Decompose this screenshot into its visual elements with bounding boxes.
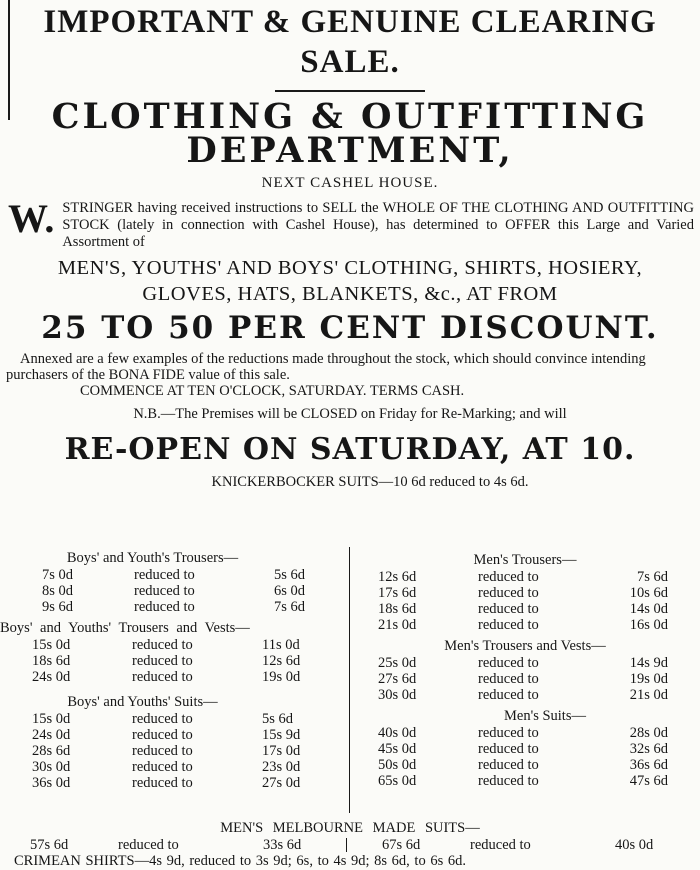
table-row: 36s 0d reduced to 27s 0d: [32, 775, 301, 791]
discount-headline: 25 TO 50 PER CENT DISCOUNT.: [41, 310, 659, 346]
price-table-mens-suits: [378, 725, 668, 789]
left-column: [0, 547, 345, 791]
location-line: NEXT CASHEL HOUSE.: [261, 175, 439, 191]
divider-rule: [275, 90, 425, 92]
section-title-boys-trousers-vests: Boys' and Youths' Trousers and Vests—: [0, 620, 250, 636]
crimean-shirts-line: CRIMEAN SHIRTS—4s 9d, reduced to 3s 9d; 6s, to 4s 9d; 8s 6d, to 6s 6d.: [14, 853, 466, 869]
price-columns: [0, 547, 700, 827]
melbourne-divider: [346, 838, 347, 852]
table-row: 30s 0d reduced to 21s 0d: [378, 687, 668, 703]
department-line1: CLOTHING & OUTFITTING: [51, 96, 649, 137]
table-row: 25s 0d reduced to 14s 9d: [378, 655, 668, 671]
table-row: 27s 6d reduced to 19s 0d: [378, 671, 668, 687]
intro-paragraph: [8, 196, 694, 251]
right-column: [360, 547, 690, 789]
table-row: 24s 0d reduced to 19s 0d: [32, 669, 301, 685]
table-row: 21s 0d reduced to 16s 0d: [378, 617, 668, 633]
price-table-boys-suits: [32, 711, 300, 791]
table-row: 8s 0d reduced to 6s 0d: [42, 583, 306, 599]
nb-line: N.B.—The Premises will be CLOSED on Friday for Re-Marking; and will: [133, 406, 567, 422]
reopen-headline: RE-OPEN ON SATURDAY, AT 10.: [64, 432, 636, 467]
department-line2: DEPARTMENT,: [186, 130, 514, 171]
goods-line2: GLOVES, HATS, BLANKETS, &c., AT FROM: [142, 283, 558, 305]
table-row: 9s 6d reduced to 7s 6d: [42, 599, 306, 615]
table-row: 40s 0d reduced to 28s 0d: [378, 725, 668, 741]
intro-text: STRINGER having received instructions to SELL the WHOLE OF THE CLOTHING AND OUTFITTING STOCK (lately in connection with Cashel House), has determined to OFFER this Large and Varied Assortment of: [62, 200, 694, 250]
commence-line: COMMENCE AT TEN O'CLOCK, SATURDAY. TERMS CASH.: [80, 383, 465, 399]
table-row: 24s 0d reduced to 15s 9d: [32, 727, 301, 743]
section-title-mens-trousers: Men's Trousers—: [473, 552, 577, 568]
section-title-mens-trousers-vests: Men's Trousers and Vests—: [444, 638, 606, 654]
melbourne-row-left: 57s 6d reduced to 33s 6d: [30, 837, 302, 853]
table-row: 7s 0d reduced to 5s 6d: [42, 567, 306, 583]
price-table-boys-trousers: [42, 567, 305, 615]
table-row: 15s 0d reduced to 11s 0d: [32, 637, 300, 653]
table-row: 65s 0d reduced to 47s 6d: [378, 773, 668, 789]
goods-line1: MEN'S, YOUTHS' AND BOYS' CLOTHING, SHIRTS, HOSIERY,: [57, 257, 643, 279]
headline-line2: SALE.: [300, 44, 400, 80]
price-table-mens-trousers: [378, 569, 668, 633]
price-table-mens-trousers-vests: [378, 655, 668, 703]
knickerbocker-line: KNICKERBOCKER SUITS—10 6d reduced to 4s 6d.: [211, 474, 529, 490]
headline-line1: IMPORTANT & GENUINE CLEARING: [43, 4, 657, 40]
table-row: 30s 0d reduced to 23s 0d: [32, 759, 301, 775]
table-row: 18s 6d reduced to 14s 0d: [378, 601, 668, 617]
table-row: 45s 0d reduced to 32s 6d: [378, 741, 668, 757]
section-title-boys-suits: Boys' and Youths' Suits—: [67, 694, 218, 710]
table-row: 18s 6d reduced to 12s 6d: [32, 653, 301, 669]
table-row: 17s 6d reduced to 10s 6d: [378, 585, 668, 601]
section-title-mens-suits: Men's Suits—: [504, 708, 586, 724]
melbourne-title: MEN'S MELBOURNE MADE SUITS—: [220, 820, 480, 836]
dropcap: W.: [8, 196, 55, 241]
table-row: 50s 0d reduced to 36s 6d: [378, 757, 668, 773]
table-row: 15s 0d reduced to 5s 6d: [32, 711, 294, 727]
annexed-paragraph: Annexed are a few examples of the reductions made throughout the stock, which should convince intending purchasers of the BONA FIDE value of this sale.: [6, 351, 646, 383]
melbourne-row-right: 67s 6d reduced to 40s 0d: [382, 837, 654, 853]
table-row: 28s 6d reduced to 17s 0d: [32, 743, 301, 759]
section-title-boys-trousers: Boys' and Youth's Trousers—: [66, 550, 239, 566]
price-table-boys-trousers-vests: [32, 637, 300, 685]
table-row: 12s 6d reduced to 7s 6d: [378, 569, 668, 585]
